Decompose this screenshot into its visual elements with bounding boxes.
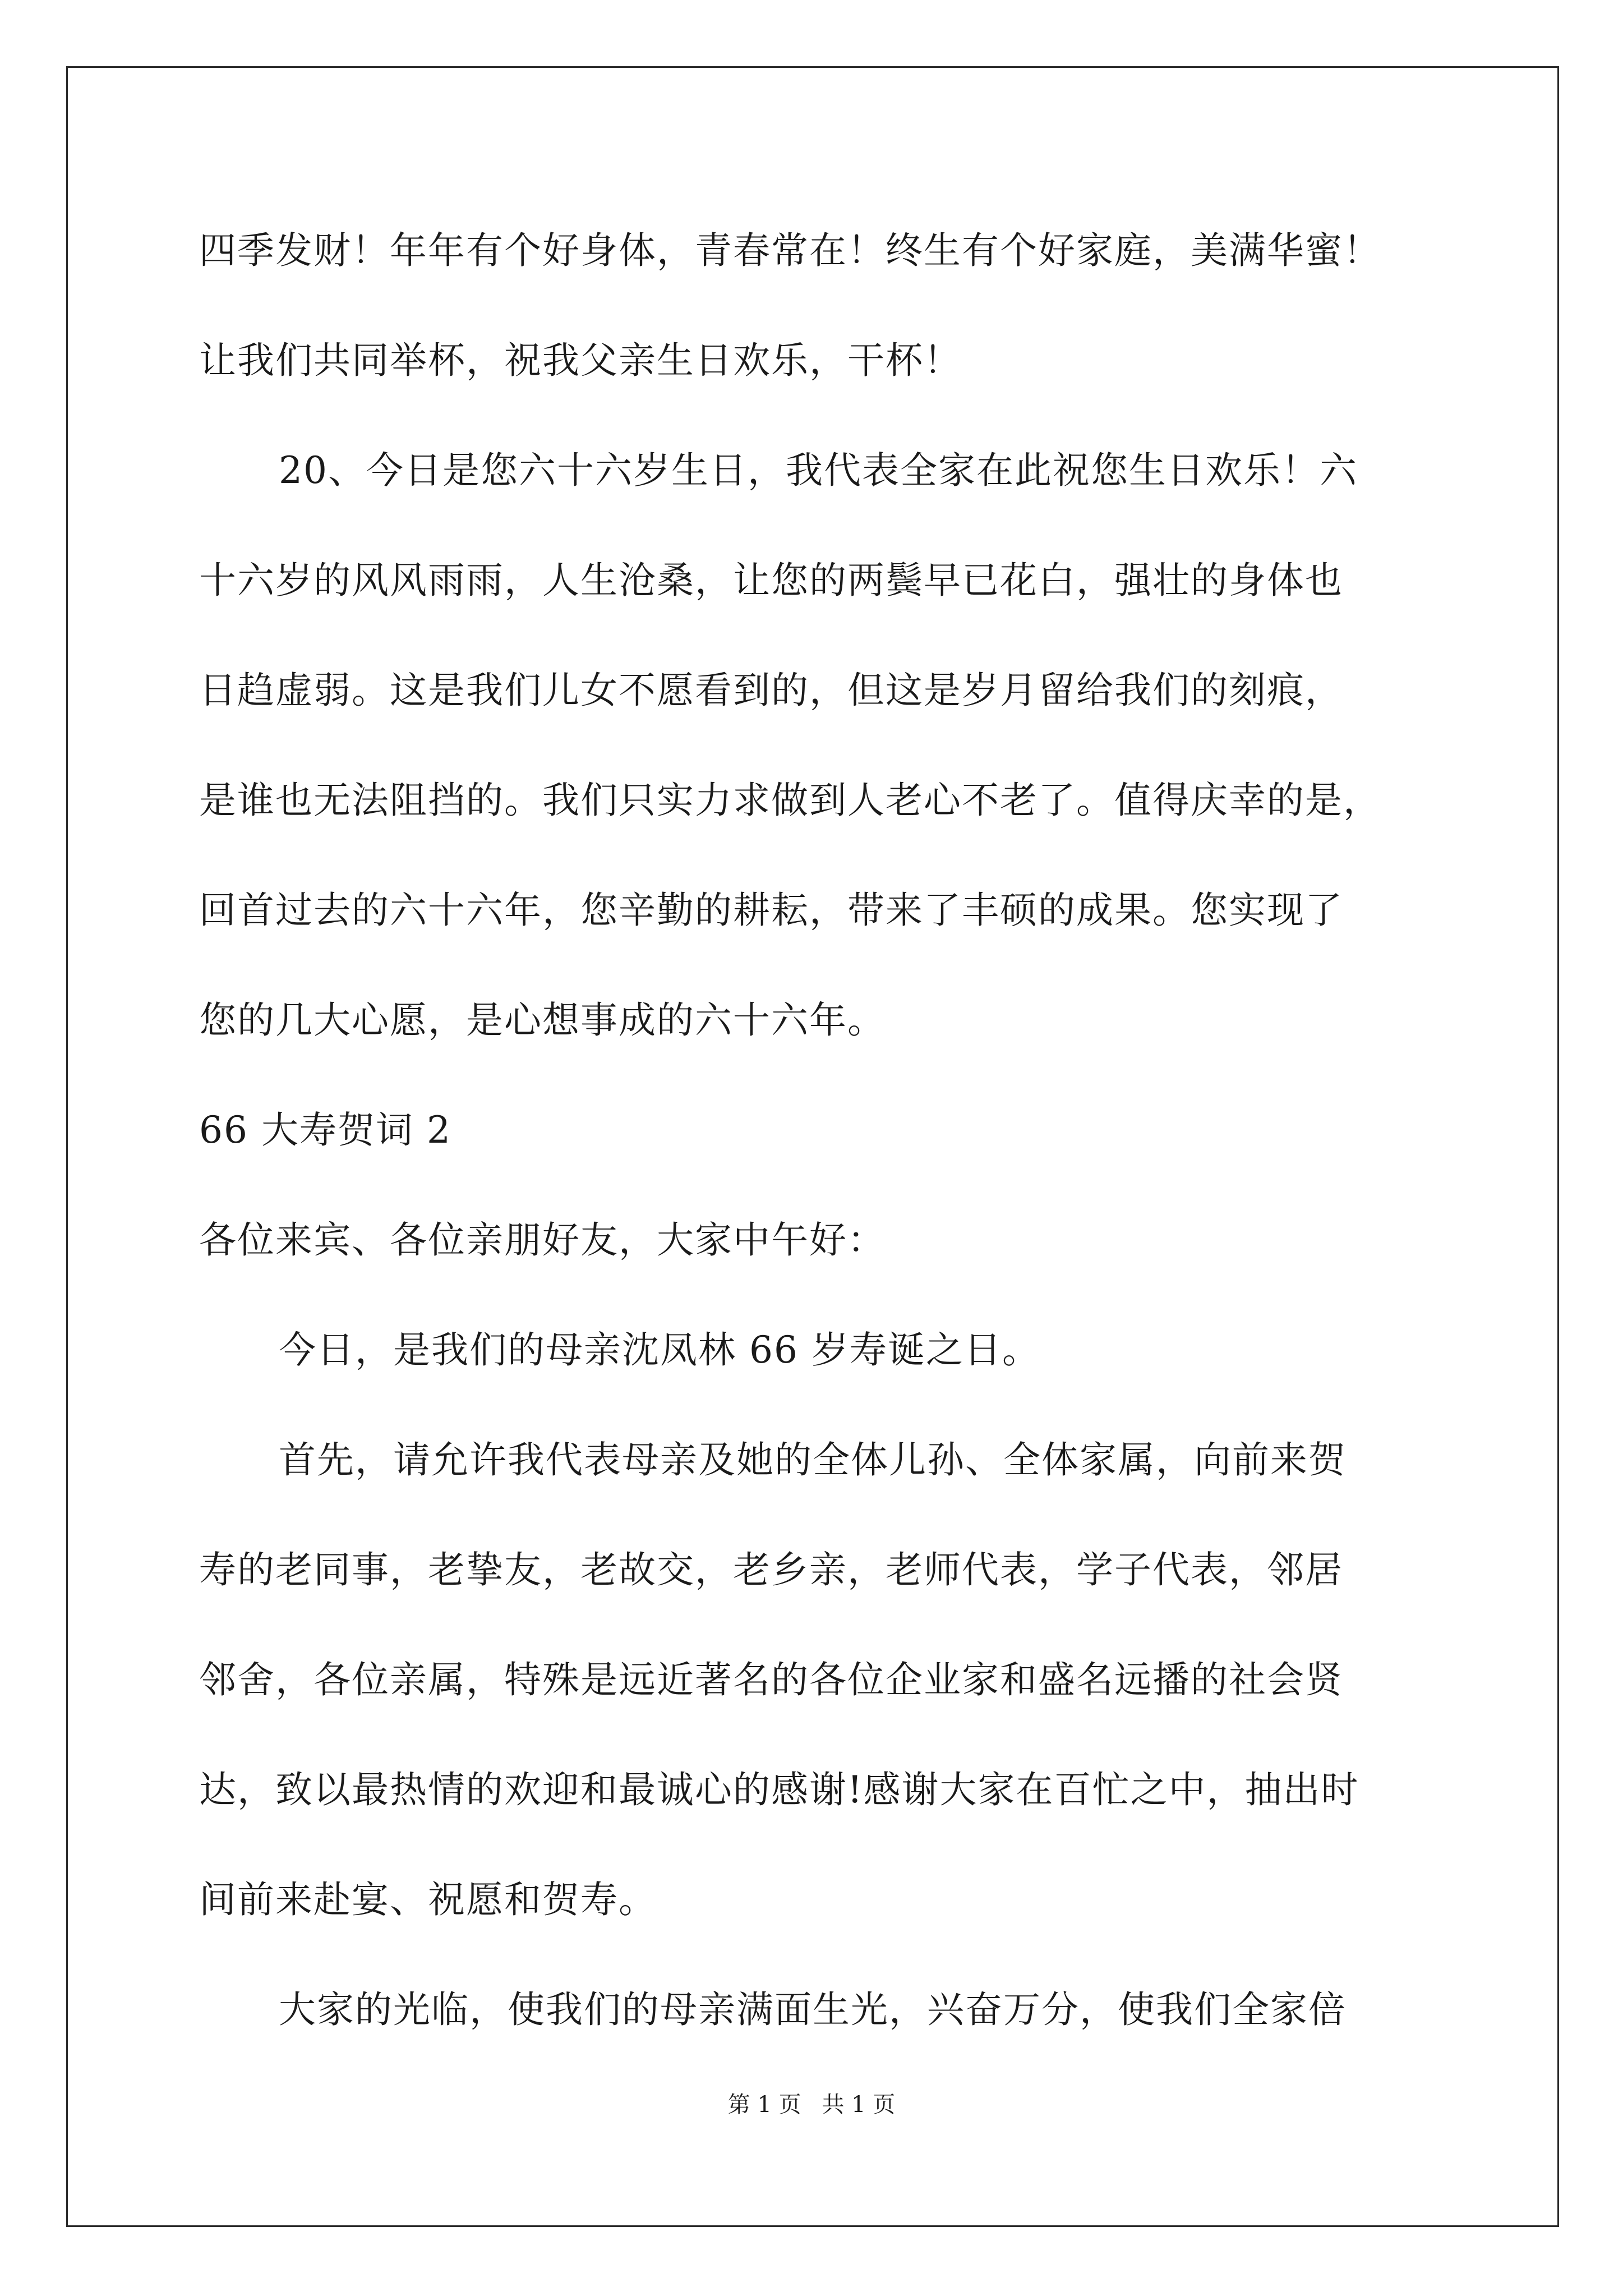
text-line: 日趋虚弱。这是我们儿女不愿看到的，但这是岁月留给我们的刻痕， [199,669,1343,712]
page-total: 共 1 页 [822,2092,896,2118]
text-line: 今日，是我们的母亲沈凤林 66 岁寿诞之日。 [279,1328,1040,1372]
text-line: 十六岁的风风雨雨，人生沧桑，让您的两鬓早已花白，强壮的身体也 [199,559,1343,602]
text-line: 四季发财！年年有个好身体，青春常在！终生有个好家庭，美满华蜜！ [199,229,1381,272]
page-footer [0,2087,1623,2119]
text-line: 各位来宾、各位亲朋好友，大家中午好： [199,1218,886,1262]
text-line: 让我们共同举杯，祝我父亲生日欢乐，干杯！ [199,339,962,382]
page-number: 第 1 页 [727,2092,801,2118]
section-heading: 66 大寿贺词 2 [199,1108,451,1152]
document-body [199,206,1433,2076]
text-line: 大家的光临，使我们的母亲满面生光，兴奋万分，使我们全家倍 [279,1988,1347,2031]
text-line: 邻舍，各位亲属，特殊是远近著名的各位企业家和盛名远播的社会贤 [199,1658,1343,1701]
text-line: 间前来赴宴、祝愿和贺寿。 [199,1878,657,1921]
text-line: 达，致以最热情的欢迎和最诚心的感谢!感谢大家在百忙之中，抽出时 [199,1768,1359,1811]
text-line: 寿的老同事，老挚友，老故交，老乡亲，老师代表，学子代表，邻居 [199,1548,1343,1591]
text-line: 首先，请允许我代表母亲及她的全体儿孙、全体家属，向前来贺 [279,1438,1347,1481]
text-line: 您的几大心愿，是心想事成的六十六年。 [199,999,886,1042]
text-line: 20、今日是您六十六岁生日，我代表全家在此祝您生日欢乐！六 [279,449,1358,492]
text-line: 是谁也无法阻挡的。我们只实力求做到人老心不老了。值得庆幸的是， [199,779,1381,822]
text-line: 回首过去的六十六年，您辛勤的耕耘，带来了丰硕的成果。您实现了 [199,889,1343,932]
